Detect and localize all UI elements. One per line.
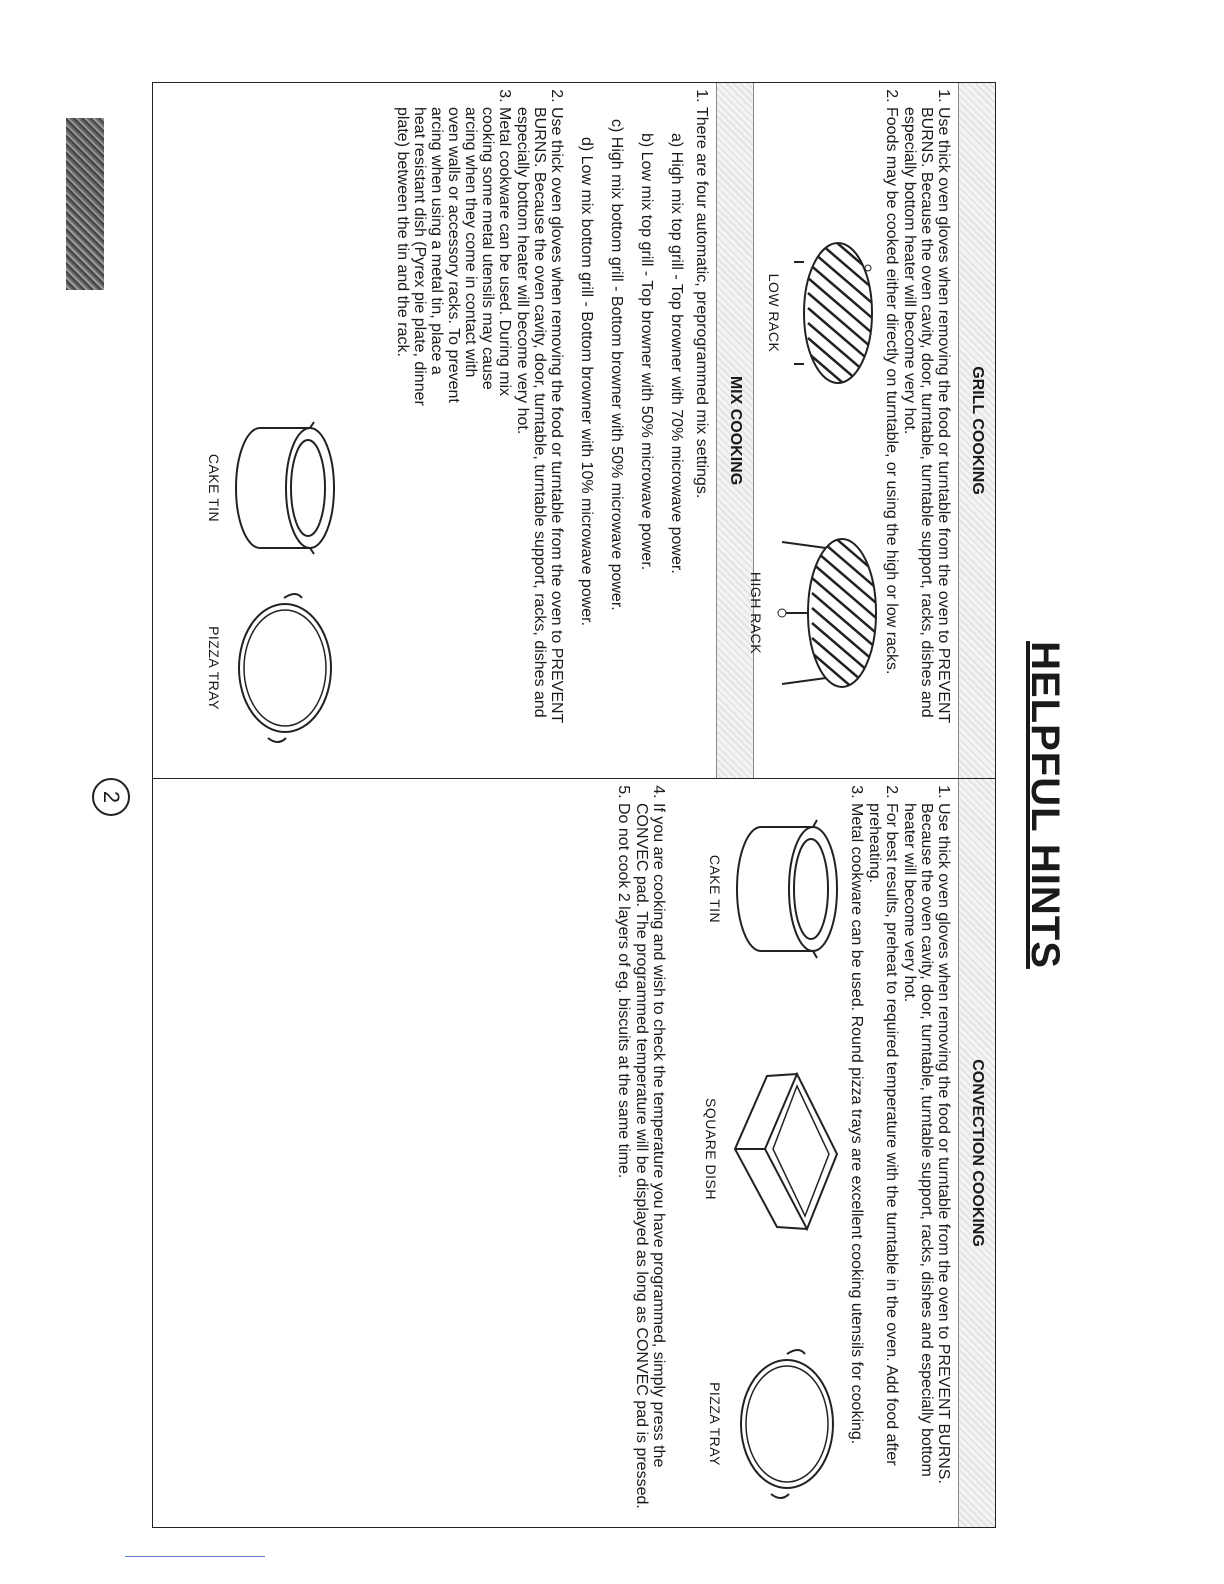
high-rack-icon (772, 528, 882, 698)
low-rack-figure (766, 233, 878, 393)
mix-hint-3 (394, 107, 513, 768)
convection-heading: CONVECTION COOKING (958, 779, 995, 1527)
grill-hint-1: 1. Use thick oven gloves when removing the food or turntable from the oven to PREVENT BURNS. Because the oven cavity, door, turntable, turntable support, racks, dishes and especially bottom heater will become very hot. (901, 107, 952, 768)
mix-cake-tin-figure (206, 413, 340, 563)
mix-settings-list (578, 107, 685, 768)
mix-cake-tin-caption: CAKE TIN (206, 453, 222, 523)
grill-figures (748, 83, 882, 778)
mix-setting-d: d) Low mix bottom grill - Bottom browner with 10% microwave power. (578, 137, 595, 627)
convection-hint-3: 3. Metal cookware can be used. Round pizza trays are excellent cooking utensils for cooking. (848, 803, 865, 1517)
high-rack-caption: HIGH RACK (748, 571, 764, 655)
mix-setting-c: c) High mix bottom grill - Bottom browner with 50% microwave power. (608, 119, 625, 611)
mix-hint-2: 2. Use thick oven gloves when removing the food or turntable from the oven to PREVENT BURNS. Because the oven cavity, door, turntable, turntable support, racks, dishes and especially bottom heater will become very hot. (514, 107, 565, 768)
grill-heading: GRILL COOKING (958, 83, 995, 778)
convection-hint-4: 4. If you are cooking and wish to check the temperature you have programmed, simply press the CONVEC pad. The programmed temperature will be displayed as long as CONVEC pad is pressed. (633, 803, 667, 1517)
convection-hint-5: 5. Do not cook 2 layers of eg. biscuits at the same time. (615, 803, 632, 1517)
mix-heading: MIX COOKING (716, 83, 754, 778)
square-dish-caption: SQUARE DISH (703, 1098, 719, 1200)
cake-tin-icon (731, 814, 843, 964)
bottom-rule (125, 1556, 265, 1557)
mix-hint-1-text: There are four automatic, preprogrammed mix settings. (693, 107, 710, 499)
cake-tin-icon (230, 418, 340, 558)
low-rack-icon (790, 238, 878, 388)
convection-cake-tin-figure (707, 809, 843, 969)
mix-hint-3-text: 3. Metal cookware can be used. During mix cooking some metal utensils may cause arcing when they come in contact with oven walls or accessory racks. To prevent arcing when using a metal tin, place a heat resistant dish (Pyrex pie plate, dinner plate) between the tin and the rack. (394, 107, 513, 406)
low-rack-caption: LOW RACK (766, 273, 782, 353)
mix-setting-b: b) Low mix top grill - Top browner with 50% microwave power. (638, 133, 655, 571)
mix-hints-list (394, 83, 716, 778)
pizza-tray-icon (731, 1344, 843, 1504)
mix-pizza-tray-caption: PIZZA TRAY (206, 626, 222, 710)
grill-mix-panel (152, 82, 996, 779)
grill-hint-2: 2. Foods may be cooked either directly on turntable, or using the high or low racks. (883, 107, 900, 768)
square-dish-figure (703, 1049, 847, 1249)
document-stage (152, 82, 1074, 1528)
high-rack-figure (748, 523, 882, 703)
mix-pizza-tray-figure (206, 588, 340, 748)
convection-hints-list-cont (615, 779, 677, 1527)
mix-setting-a: a) High mix top grill - Top browner with 70% microwave power. (668, 133, 685, 574)
pizza-tray-icon (230, 588, 340, 748)
mix-hint-1 (578, 107, 710, 768)
convection-hint-1: 1. Use thick oven gloves when removing the food or turntable from the oven to PREVENT BURNS. Because the oven cavity, door, turntable, turntable support, racks, dishes and especially bottom heater will become very hot. (901, 803, 952, 1517)
page-number: 2 (92, 778, 130, 816)
grill-hints-list (883, 83, 958, 778)
page-title: HELPFUL HINTS (1023, 641, 1067, 969)
rotated-page (152, 82, 1074, 1528)
convection-panel (152, 779, 996, 1528)
scan-artifact (66, 118, 104, 290)
convection-pizza-tray-caption: PIZZA TRAY (707, 1382, 723, 1466)
square-dish-icon (727, 1054, 847, 1244)
convection-pizza-tray-figure (707, 1339, 843, 1509)
convection-figures (677, 779, 847, 1527)
convection-hints-list (848, 779, 958, 1527)
convection-hint-2: 2. For best results, preheat to required temperature with the turntable in the oven. Add food after preheating. (866, 803, 900, 1517)
convection-cake-tin-caption: CAKE TIN (707, 854, 723, 924)
